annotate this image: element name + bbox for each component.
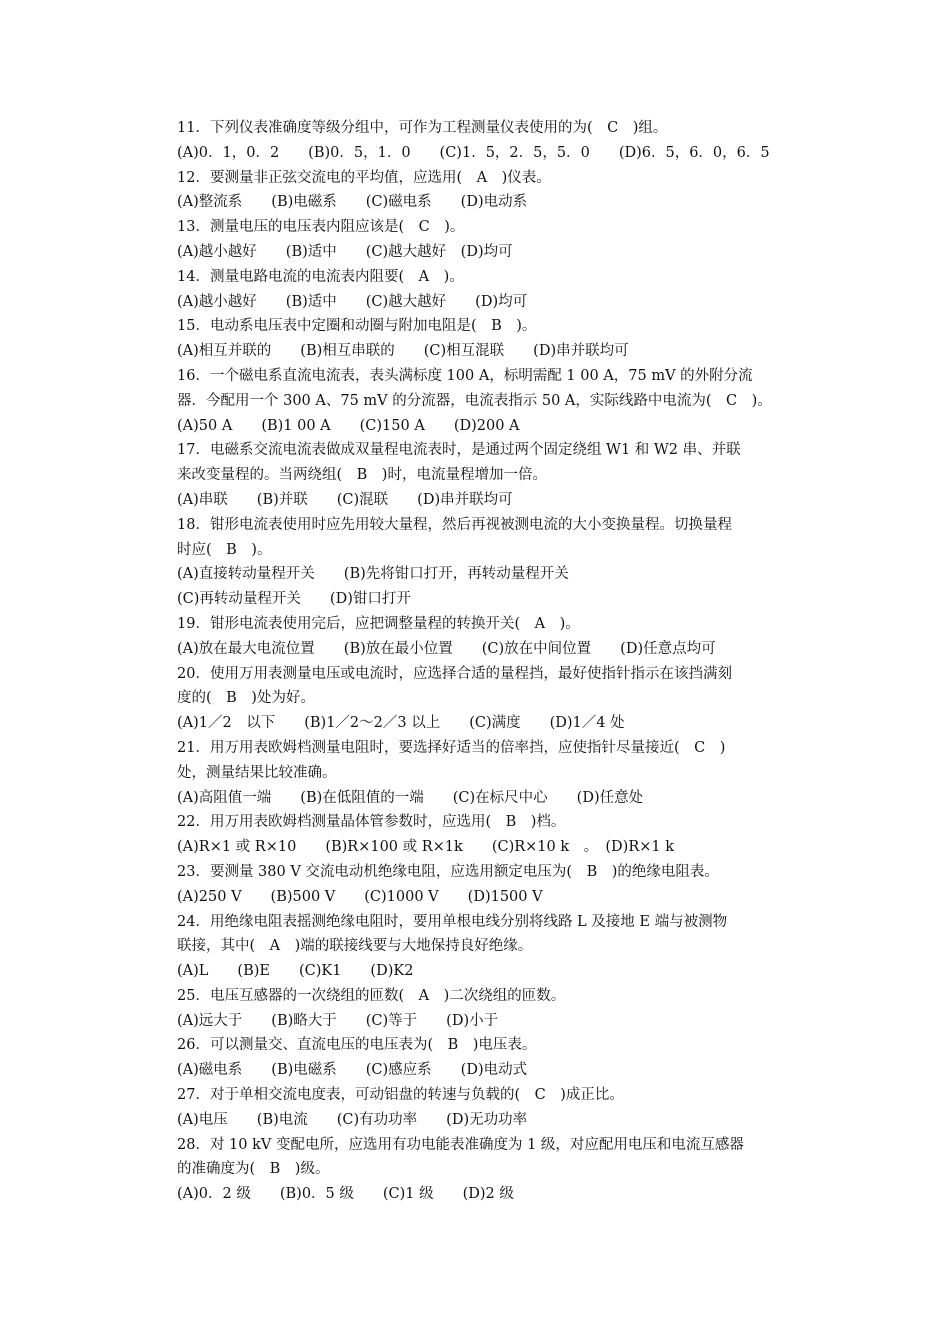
- text-line: 的准确度为( B )级。: [177, 1161, 330, 1178]
- text-line: 12．要测量非正弦交流电的平均值，应选用( A )仪表。: [177, 169, 551, 186]
- text-line: 17．电磁系交流电流表做成双量程电流表时，是通过两个固定绕组 W1 和 W2 串、并联: [177, 442, 741, 459]
- text-line: (A)50 A (B)1 00 A (C)150 A (D)200 A: [177, 417, 520, 434]
- text-line: 26．可以测量交、直流电压的电压表为( B )电压表。: [177, 1037, 537, 1054]
- text-line: (C)再转动量程开关 (D)钳口打开: [177, 591, 411, 608]
- text-line: (A)250 V (B)500 V (C)1000 V (D)1500 V: [177, 888, 543, 905]
- text-line: (A)L (B)E (C)K1 (D)K2: [177, 963, 414, 980]
- text-line: (A)直接转动量程开关 (B)先将钳口打开，再转动量程开关: [177, 566, 569, 583]
- text-line: 13．测量电压的电压表内阻应该是( C )。: [177, 219, 465, 236]
- text-line: 27．对于单相交流电度表，可动铝盘的转速与负载的( C )成正比。: [177, 1087, 624, 1104]
- text-line: 22．用万用表欧姆档测量晶体管参数时，应选用( B )档。: [177, 814, 566, 831]
- text-line: 20．使用万用表测量电压或电流时，应选择合适的量程挡，最好使指针指示在该挡满刻: [177, 665, 732, 682]
- text-line: 16．一个磁电系直流电流表，表头满标度 100 A，标明需配 1 00 A，75 mV 的外附分流: [177, 367, 753, 384]
- text-line: (A)0．2 级 (B)0．5 级 (C)1 级 (D)2 级: [177, 1186, 514, 1203]
- text-line: (A)越小越好 (B)适中 (C)越大越好 (D)均可: [177, 243, 513, 260]
- text-line: (A)整流系 (B)电磁系 (C)磁电系 (D)电动系: [177, 194, 528, 211]
- text-line: (A)远大于 (B)略大于 (C)等于 (D)小于: [177, 1012, 499, 1029]
- text-line: (A)电压 (B)电流 (C)有功功率 (D)无功功率: [177, 1111, 528, 1128]
- question-text-block: [177, 116, 812, 1207]
- text-line: (A)越小越好 (B)适中 (C)越大越好 (D)均可: [177, 293, 528, 310]
- text-line: (A)R×1 或 R×10 (B)R×100 或 R×1k (C)R×10 k 。 (D)R×1 k: [177, 839, 675, 856]
- text-line: 器．今配用一个 300 A、75 mV 的分流器，电流表指示 50 A，实际线路中电流为( C )。: [177, 392, 772, 409]
- text-line: (A)1／2 以下 (B)1／2～2／3 以上 (C)满度 (D)1／4 处: [177, 715, 625, 732]
- text-line: 19．钳形电流表使用完后，应把调整量程的转换开关( A )。: [177, 615, 580, 632]
- text-line: 28．对 10 kV 变配电所，应选用有功电能表准确度为 1 级，对应配用电压和电流互感器: [177, 1136, 744, 1153]
- text-line: 11．下列仪表准确度等级分组中，可作为工程测量仪表使用的为( C )组。: [177, 120, 668, 136]
- text-line: (A)磁电系 (B)电磁系 (C)感应系 (D)电动式: [177, 1062, 528, 1079]
- text-line: 18．钳形电流表使用时应先用较大量程，然后再视被测电流的大小变换量程。切换量程: [177, 516, 732, 533]
- text-line: (A)高阻值一端 (B)在低阻值的一端 (C)在标尺中心 (D)任意处: [177, 789, 644, 806]
- text-line: (A)相互并联的 (B)相互串联的 (C)相互混联 (D)串并联均可: [177, 343, 629, 360]
- text-line: 联接，其中( A )端的联接线要与大地保持良好绝缘。: [177, 938, 533, 955]
- text-line: 度的( B )处为好。: [177, 690, 315, 707]
- text-line: 23．要测量 380 V 交流电动机绝缘电阻，应选用额定电压为( B )的绝缘电阻表。: [177, 863, 719, 880]
- text-line: (A)0．1，0．2 (B)0．5，1．0 (C)1．5，2．5，5．0 (D)6．5，6．0，6．5: [177, 144, 770, 161]
- text-line: (A)放在最大电流位置 (B)放在最小位置 (C)放在中间位置 (D)任意点均可: [177, 640, 716, 657]
- text-line: 来改变量程的。当两绕组( B )时，电流量程增加一倍。: [177, 467, 547, 484]
- text-line: 时应( B )。: [177, 541, 272, 558]
- text-line: 处，测量结果比较准确。: [177, 764, 337, 781]
- text-line: 25．电压互感器的一次绕组的匝数( A )二次绕组的匝数。: [177, 987, 566, 1004]
- text-line: 24．用绝缘电阻表摇测绝缘电阻时，要用单根电线分别将线路 L 及接地 E 端与被测物: [177, 913, 728, 930]
- text-line: 15．电动系电压表中定圈和动圈与附加电阻是( B )。: [177, 318, 537, 335]
- text-line: 14．测量电路电流的电流表内阻要( A )。: [177, 268, 464, 285]
- text-line: (A)串联 (B)并联 (C)混联 (D)串并联均可: [177, 491, 513, 508]
- text-line: 21．用万用表欧姆档测量电阻时，要选择好适当的倍率挡，应使指针尽量接近( C ): [177, 739, 726, 756]
